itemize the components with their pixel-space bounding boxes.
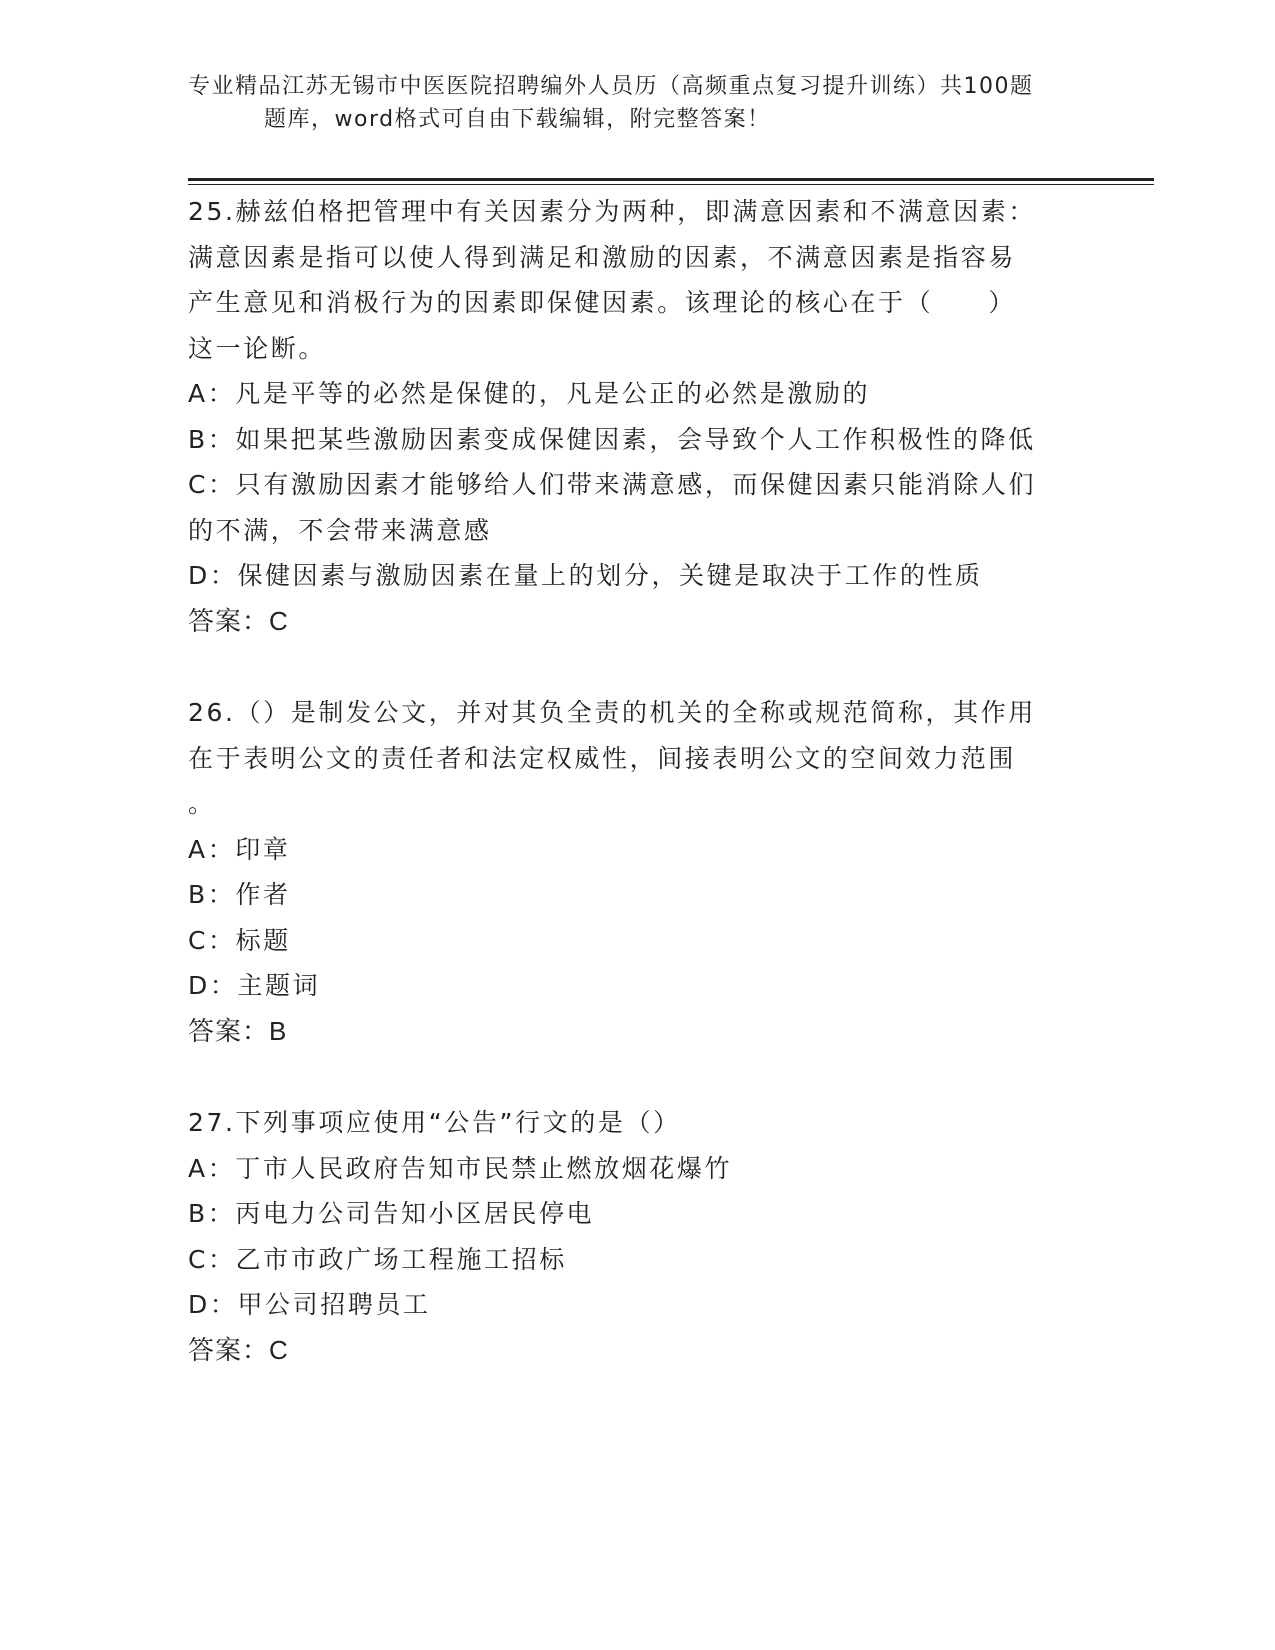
header-divider-thin <box>188 184 1154 185</box>
option-b: B：作者 <box>188 880 291 909</box>
header-divider-thick <box>188 178 1154 181</box>
question-stem-line: 27.下列事项应使用“公告”行文的是（） <box>188 1108 681 1137</box>
question-27 <box>188 1100 1088 1373</box>
option-b: B：丙电力公司告知小区居民停电 <box>188 1199 595 1228</box>
answer-label: 答案：C <box>188 1334 289 1365</box>
answer-label: 答案：B <box>188 1015 288 1046</box>
question-stem-line: 产生意见和消极行为的因素即保健因素。该理论的核心在于（ ） <box>188 288 1017 317</box>
option-c: C：只有激励因素才能够给人们带来满意感，而保健因素只能消除人们 <box>188 470 1037 499</box>
option-c-continued: 的不满，不会带来满意感 <box>188 515 492 545</box>
question-stem-line: 。 <box>188 789 216 818</box>
header-line-2: 题库，word格式可自由下载编辑，附完整答案！ <box>264 107 771 132</box>
option-a: A：印章 <box>188 834 291 864</box>
question-stem-line: 在于表明公文的责任者和法定权威性，间接表明公文的空间效力范围 <box>188 743 1017 773</box>
question-25 <box>188 189 1088 644</box>
question-list <box>188 189 1088 1419</box>
option-d: D：主题词 <box>188 971 321 1000</box>
option-b: B：如果把某些激励因素变成保健因素，会导致个人工作积极性的降低 <box>188 424 1036 454</box>
option-a: A：凡是平等的必然是保健的，凡是公正的必然是激励的 <box>188 379 871 408</box>
question-26 <box>188 690 1088 1054</box>
question-stem-line: 26.（）是制发公文，并对其负全责的机关的全称或规范简称，其作用 <box>188 698 1036 727</box>
question-stem-line: 这一论断。 <box>188 333 327 363</box>
question-stem-line: 满意因素是指可以使人得到满足和激励的因素，不满意因素是指容易 <box>188 242 1017 272</box>
answer-label: 答案：C <box>188 605 289 636</box>
header-line-1: 专业精品江苏无锡市中医医院招聘编外人员历（高频重点复习提升训练）共100题 <box>188 74 1034 99</box>
option-a: A：丁市人民政府告知市民禁止燃放烟花爆竹 <box>188 1153 733 1183</box>
option-c: C：标题 <box>188 925 291 955</box>
option-c: C：乙市市政广场工程施工招标 <box>188 1244 567 1274</box>
option-d: D：保健因素与激励因素在量上的划分，关键是取决于工作的性质 <box>188 561 983 590</box>
option-d: D：甲公司招聘员工 <box>188 1290 431 1319</box>
page-header <box>188 70 1088 136</box>
question-stem-line: 25.赫兹伯格把管理中有关因素分为两种，即满意因素和不满意因素： <box>188 197 1036 226</box>
